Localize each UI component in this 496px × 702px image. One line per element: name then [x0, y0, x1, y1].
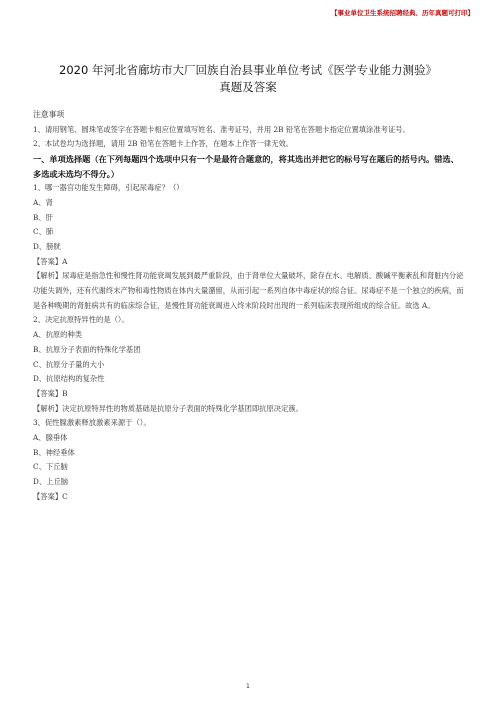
question-answer: 【答案】A [33, 256, 68, 266]
question-answer: 【答案】B [33, 388, 68, 398]
question-stem: 1、哪一器官功能发生障碍，引起尿毒症？（） [33, 183, 184, 193]
question-option: C、抗原分子量的大小 [33, 359, 105, 369]
document-body [33, 108, 466, 505]
question-3 [33, 416, 466, 504]
question-option: D、抗原结构的复杂性 [33, 374, 105, 384]
question-option: B、神经垂体 [33, 447, 75, 457]
section-title: 一、单项选择题（在下列每题四个选项中只有一个是最符合题意的，将其选出并把它的标号写在题后的括号内。错选、多选或未选均不得分。） [33, 154, 459, 179]
question-option: B、抗原分子表面的特殊化学基团 [33, 344, 141, 354]
question-stem: 3、促性腺激素释放激素来源于（）。 [33, 418, 151, 428]
question-stem: 2、决定抗原特异性的是（）。 [33, 315, 129, 325]
question-option: A、腺垂体 [33, 433, 68, 443]
question-option: C、下丘脑 [33, 462, 68, 472]
question-option: C、肺 [33, 227, 54, 237]
question-option: D、上丘脑 [33, 477, 69, 487]
title-line-2: 真题及答案 [219, 80, 277, 94]
page-number: 1 [245, 682, 251, 690]
question-option: A、抗原的种类 [33, 330, 83, 340]
question-option: A、肾 [33, 197, 53, 207]
header-banner: 【事业单位卫生系统招聘经典、历年真题可打印】 [331, 9, 474, 17]
question-option: D、膀胱 [33, 241, 61, 251]
question-answer: 【答案】C [33, 491, 68, 501]
question-2 [33, 313, 466, 416]
question-analysis: 【解析】决定抗原特异性的物质基础是抗原分子表面的特殊化学基团即抗原决定簇。 [33, 403, 303, 413]
question-option: B、肝 [33, 212, 53, 222]
title-line-1: 2020 年河北省廊坊市大厂回族自治县事业单位考试《医学专业能力测验》 [59, 63, 437, 77]
note-item: 1、请用钢笔、圆珠笔或签字在答题卡相应位置填写姓名、准考证号，并用 2B 铅笔在答题卡指定位置填涂准考证号。 [33, 124, 410, 134]
question-1 [33, 181, 466, 313]
document-title [30, 62, 466, 96]
notes-heading: 注意事项 [33, 110, 65, 119]
note-item: 2、本试卷均为选择题，请用 2B 铅笔在答题卡上作答，在题本上作答一律无效。 [33, 139, 294, 149]
question-analysis: 【解析】尿毒症是指急性和慢性肾功能衰竭发展到最严重阶段，由于肾单位大量破坏，除存在水、电解质、酸碱平衡紊乱和肾脏内分泌功能失调外，还有代谢终末产物和毒性物质在体内大量潴留，从而引起一系列自体中毒症状的综合征。尿毒症不是一个独立的疾病，而是各种晚期的肾脏病共有的临床综合征，是慢性肾功能衰竭进入终末阶段时出现的一系列临床表现所组成的综合征。故选 A。 [33, 271, 464, 310]
